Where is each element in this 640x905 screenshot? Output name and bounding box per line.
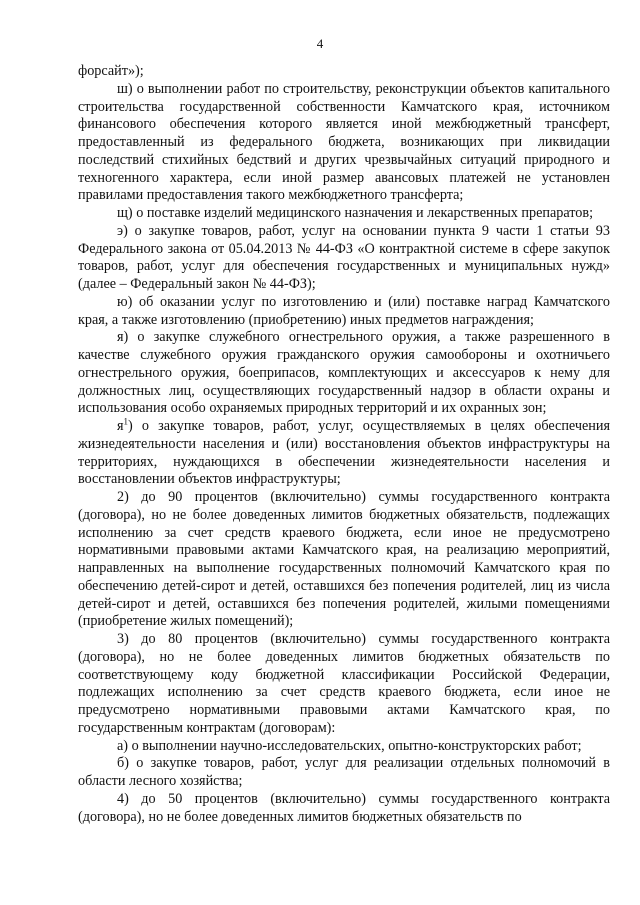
paragraph-ya1-text: ) о закупке товаров, работ, услуг, осуществляемых в целях обеспечения жизнедеятельности населения и (или) восстановления объектов инфраструктуры на территориях, нуждающихся в обеспечении жизнедеятельности населения и восстановлении объектов инфраструктуры;: [78, 418, 610, 488]
paragraph-item-4: 4) до 50 процентов (включительно) суммы государственного контракта (договора), но не более доведенных лимитов бюджетных обязательств по: [78, 790, 610, 825]
paragraph-forsight-ending: форсайт»);: [78, 63, 144, 79]
paragraph-yu: ю) об оказании услуг по изготовлению и (или) поставке наград Камчатского края, а также изготовлению (приобретению) иных предметов награждения;: [78, 293, 610, 328]
paragraph-sha: ш) о выполнении работ по строительству, реконструкции объектов капитального строительства государственной собственности Камчатского края, источником финансового обеспечения которого является иной межбюджетный трансферт, предоставленный из федерального бюджета, возникающих при ликвидации последствий стихийных бедствий и других чрезвычайных ситуаций природного и техногенного характера, если иной размер авансовых платежей не установлен правилами предоставления такого межбюджетного трансферта;: [78, 80, 610, 204]
paragraph-item-3: 3) до 80 процентов (включительно) суммы государственного контракта (договора), но не более доведенных лимитов бюджетных обязательств по соответствующему коду бюджетной классификации Российской Федерации, подлежащих исполнению за счет средств краевого бюджета, если иное не предусмотрено нормативными правовыми актами Камчатского края, по государственным контрактам (договорам):: [78, 631, 610, 736]
page-number: 4: [316, 36, 324, 51]
paragraph-item-3a: а) о выполнении научно-исследовательских, опытно-конструкторских работ;: [117, 737, 582, 754]
paragraph-ya1-superscript: 1: [123, 416, 129, 427]
paragraph-e: э) о закупке товаров, работ, услуг на основании пункта 9 части 1 статьи 93 Федерального закона от 05.04.2013 № 44-ФЗ «О контрактной системе в сфере закупок товаров, работ, услуг для обеспечения государственных и муниципальных нужд» (далее – Федеральный закон № 44-ФЗ);: [78, 222, 610, 292]
paragraph-ya: я) о закупке служебного огнестрельного оружия, а также разрешенного в качестве служебного оружия гражданского оружия самообороны и охотничьего огнестрельного оружия, боеприпасов, комплектующих и аксессуаров к нему для должностных лиц, осуществляющих государственный надзор в области охраны и использования особо охраняемых природных территорий и их охранных зон;: [78, 329, 610, 417]
document-body: [78, 63, 610, 826]
paragraph-item-2: 2) до 90 процентов (включительно) суммы государственного контракта (договора), но не более доведенных лимитов бюджетных обязательств, подлежащих исполнению за счет средств краевого бюджета, если иное не предусмотрено нормативными правовыми актами Камчатского края, на реализацию мероприятий, направленных на выполнение государственных полномочий Камчатского края по обеспечению детей-сирот и детей, оставшихся без попечения родителей, лиц из числа детей-сирот и детей, оставшихся без попечения родителей, жилыми помещениями (приобретение жилых помещений);: [78, 489, 610, 630]
paragraph-item-3b: б) о закупке товаров, работ, услуг для реализации отдельных полномочий в области лесного хозяйства;: [78, 755, 610, 789]
paragraph-ya1-letter: я: [117, 418, 124, 434]
paragraph-ya1: [78, 418, 610, 489]
paragraph-shcha: щ) о поставке изделий медицинского назначения и лекарственных препаратов;: [117, 205, 594, 221]
